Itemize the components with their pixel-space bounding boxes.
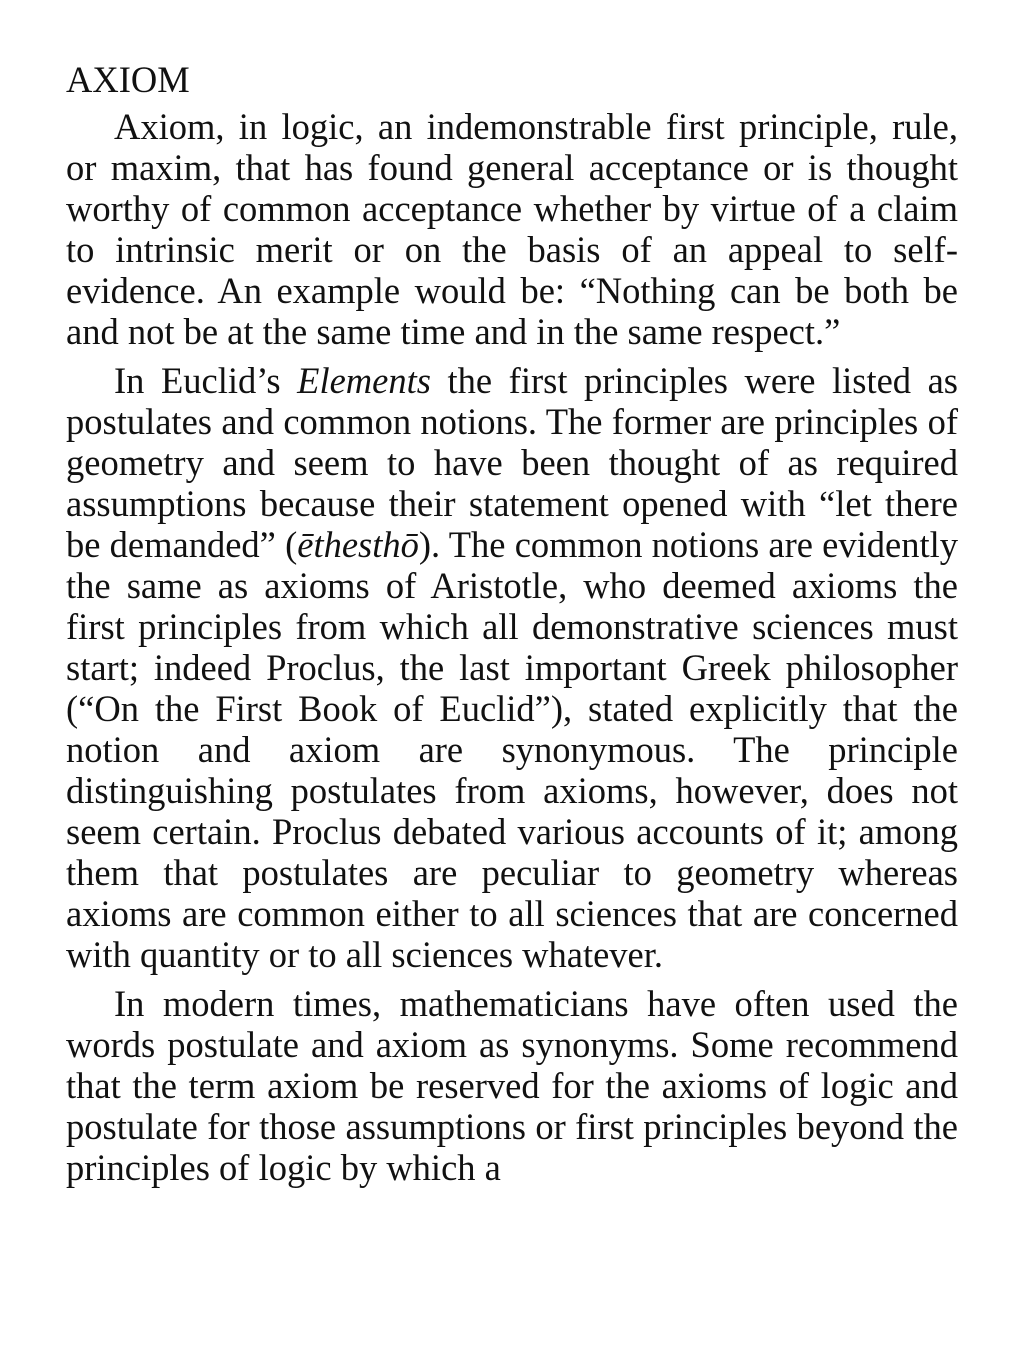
document-title: AXIOM	[66, 59, 190, 100]
paragraph-text: ). The common notions are evidently the same as axioms of Aristotle, who deemed axioms the first principles from which all demonstrative sciences must start; indeed Proclus, the last important Greek philosopher (“On the First Book of Euclid”), stated explicitly that the notion and axiom are synonymous. The principle distinguishing postulates from axioms, however, does not seem certain. Proclus debated various accounts of it; among them that postulates are peculiar to geometry whereas axioms are common either to all sciences that are concerned with quantity or to all sciences whatever.	[66, 524, 958, 975]
paragraph-definition	[66, 106, 958, 352]
paragraph-text: In modern times, mathematicians have often used the words postulate and axiom as synonyms. Some recommend that the term axiom be reserved for the axioms of logic and postulate for those assumptions or first principles beyond the principles of logic by which a	[66, 983, 958, 1188]
document-page	[66, 56, 958, 1196]
paragraph-text: the first principles were listed as postulates and common notions. The former are principles of geometry and seem to have been thought of as required assumptions because their statement opened with “let there be demanded” (	[66, 360, 959, 565]
paragraph-modern	[66, 983, 958, 1188]
greek-term: ēthesthō	[297, 524, 419, 565]
paragraph-text: In Euclid’s	[114, 360, 298, 401]
paragraph-text: Axiom, in logic, an indemonstrable first principle, rule, or maxim, that has found general acceptance or is thought worthy of common acceptance whether by virtue of a claim to intrinsic merit or on the basis of an appeal to self-evidence. An example would be: “Nothing can be both be and not be at the same time and in the same respect.”	[66, 106, 958, 352]
paragraph-euclid	[66, 360, 958, 975]
book-title-elements: Elements	[297, 360, 431, 401]
